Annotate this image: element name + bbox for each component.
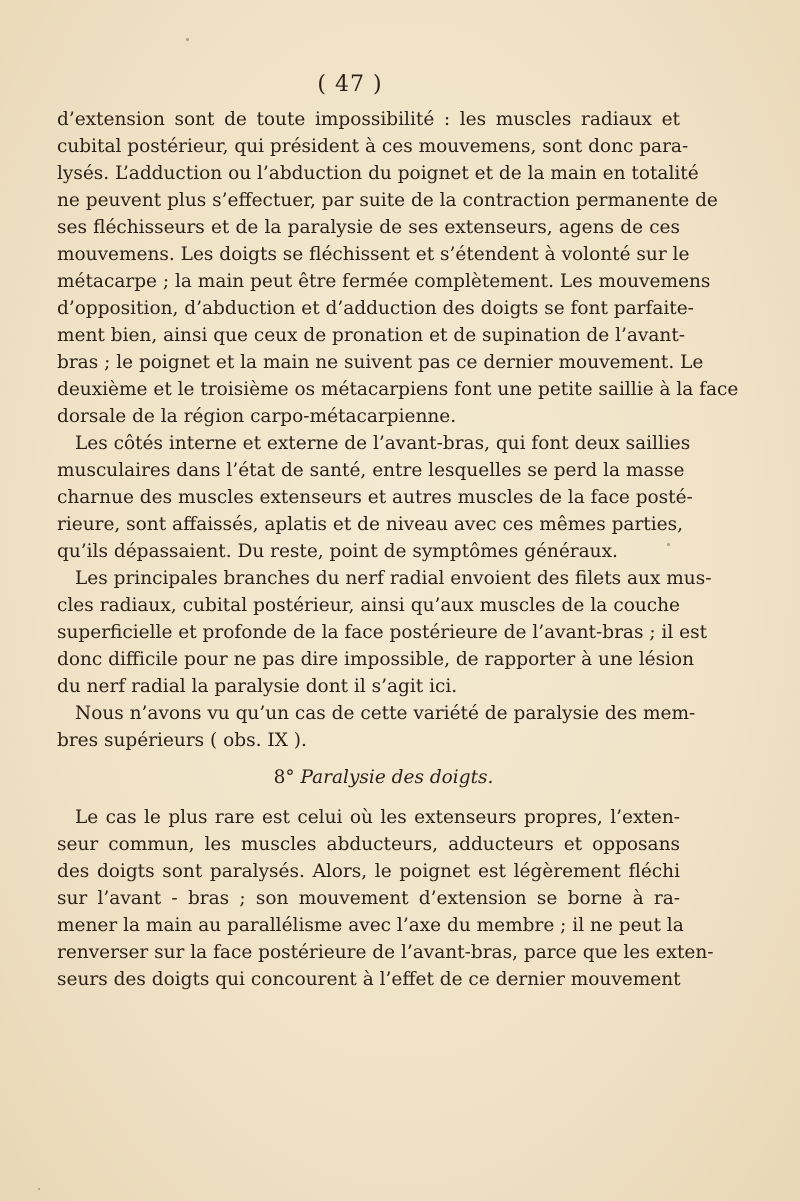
text-line: charnue des muscles extenseurs et autres muscles de la face posté- bbox=[57, 487, 693, 508]
text-line: cubital postérieur, qui président à ces mouvemens, sont donc para- bbox=[57, 136, 689, 157]
section-title: Paralysie des doigts. bbox=[300, 767, 494, 788]
text-line: donc difficile pour ne pas dire impossible, de rapporter à une lésion bbox=[57, 649, 695, 670]
text-line: qu’ils dépassaient. Du reste, point de symptômes généraux. bbox=[57, 541, 618, 562]
section-heading bbox=[57, 764, 680, 791]
page-number: ( 47 ) bbox=[317, 72, 383, 97]
text-line: d’opposition, d’abduction et d’adduction des doigts se font parfaite- bbox=[57, 298, 694, 319]
text-line: du nerf radial la paralysie dont il s’agit ici. bbox=[57, 676, 458, 697]
section-number: 8° bbox=[273, 767, 295, 788]
paper-speck bbox=[186, 38, 189, 41]
paragraph-1 bbox=[57, 106, 739, 430]
text-line: d’extension sont de toute impossibilité : les muscles radiaux et bbox=[57, 109, 680, 130]
text-line: lysés. L’adduction ou l’abduction du poignet et de la main en totalité bbox=[57, 163, 699, 184]
text-line: superficielle et profonde de la face postérieure de l’avant-bras ; il est bbox=[57, 622, 708, 643]
text-line: des doigts sont paralysés. Alors, le poignet est légèrement fléchi bbox=[57, 861, 680, 882]
text-line: seur commun, les muscles abducteurs, adducteurs et opposans bbox=[57, 834, 680, 855]
text-line: seurs des doigts qui concourent à l’effet de ce dernier mouvement bbox=[57, 969, 681, 990]
paper-speck bbox=[667, 543, 670, 546]
text-line: bres supérieurs ( obs. IX ). bbox=[57, 730, 307, 751]
text-line: métacarpe ; la main peut être fermée complètement. Les mouvemens bbox=[57, 271, 711, 292]
text-line: Les principales branches du nerf radial envoient des filets aux mus- bbox=[75, 568, 712, 589]
text-line: ses fléchisseurs et de la paralysie de ses extenseurs, agens de ces bbox=[57, 217, 680, 238]
text-line: ment bien, ainsi que ceux de pronation et de supination de l’avant- bbox=[57, 325, 686, 346]
paragraph-3 bbox=[57, 565, 712, 700]
text-line: cles radiaux, cubital postérieur, ainsi qu’aux muscles de la couche bbox=[57, 595, 680, 616]
text-line: mener la main au parallélisme avec l’axe du membre ; il ne peut la bbox=[57, 915, 684, 936]
body-text bbox=[57, 106, 739, 993]
text-line: bras ; le poignet et la main ne suivent pas ce dernier mouvement. Le bbox=[57, 352, 704, 373]
text-line: ne peuvent plus s’effectuer, par suite de la contraction permanente de bbox=[57, 190, 718, 211]
text-line: Les côtés interne et externe de l’avant-bras, qui font deux saillies bbox=[75, 433, 691, 454]
paper-speck bbox=[38, 1188, 40, 1190]
text-line: Le cas le plus rare est celui où les extenseurs propres, l’exten- bbox=[75, 807, 680, 828]
text-line: mouvemens. Les doigts se fléchissent et s’étendent à volonté sur le bbox=[57, 244, 690, 265]
paragraph-2 bbox=[57, 430, 693, 565]
text-line: musculaires dans l’état de santé, entre lesquelles se perd la masse bbox=[57, 460, 685, 481]
text-line: sur l’avant - bras ; son mouvement d’extension se borne à ra- bbox=[57, 888, 680, 909]
section-paragraph bbox=[57, 804, 714, 993]
text-line: deuxième et le troisième os métacarpiens font une petite saillie à la face bbox=[57, 379, 739, 400]
text-line: renverser sur la face postérieure de l’avant-bras, parce que les exten- bbox=[57, 942, 714, 963]
text-line: Nous n’avons vu qu’un cas de cette variété de paralysie des mem- bbox=[75, 703, 696, 724]
text-line: dorsale de la région carpo-métacarpienne. bbox=[57, 406, 457, 427]
text-line: rieure, sont affaissés, aplatis et de niveau avec ces mêmes parties, bbox=[57, 514, 683, 535]
paragraph-4 bbox=[57, 700, 696, 754]
